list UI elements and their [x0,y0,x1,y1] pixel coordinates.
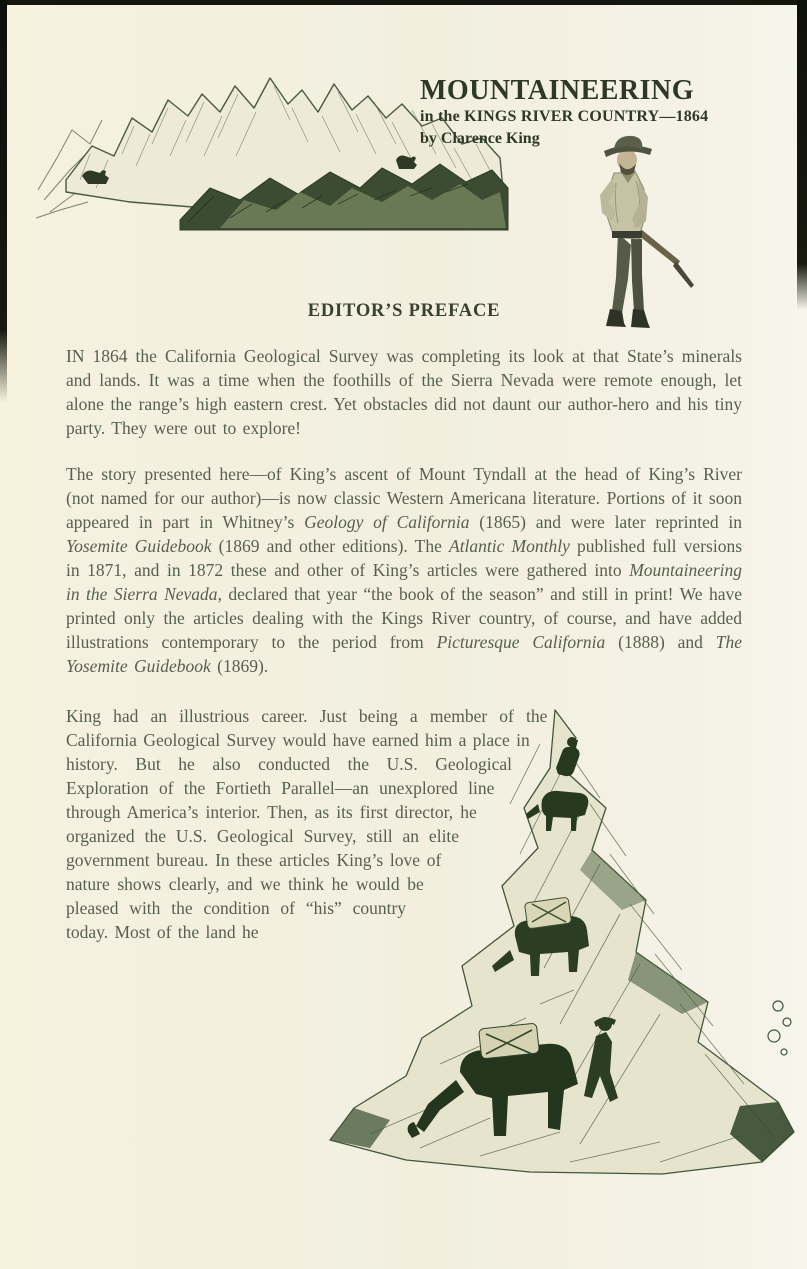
scan-edge-right [797,0,807,310]
paragraph-with-illustration [66,704,800,944]
book-subtitle: in the KINGS RIVER COUNTRY—1864 [420,108,709,126]
scan-edge-top [0,0,807,5]
book-byline: by Clarence King [420,130,540,148]
paragraph: King had an illustrious career. Just being a member of the California Geological Survey would have earned him a place in history. But he also conducted the U.S. Geological Exploration of the Fortieth Parallel—an unexplored line through America’s interior. Then, as its first director, he organized the U.S. Geological Survey, still an elite government bureau. In these articles King’s love of nature shows clearly, and we think he would be pleased with the condition of “his” country today. Most of the land he [66,706,548,942]
preface-heading: EDITOR’S PREFACE [307,301,501,321]
preface-text [66,344,742,1182]
book-title: MOUNTAINEERING [420,75,695,106]
paragraph: The story presented here—of King’s ascent of Mount Tyndall at the head of King’s River (not named for our author)—is now classic Western Americana literature. Portions of it soon appeared in part in Whitney’s Geology of California (1865) and were later reprinted in Yosemite Guidebook (1869 and other editions). The Atlantic Monthly published full versions in 1871, and in 1872 these and other of King’s articles were gathered into Mountaineering in the Sierra Nevada, declared that year “the book of the season” and still in print! We have printed only the articles dealing with the Kings River country, of course, and have added illustrations contemporary to the period from Picturesque California (1888) and The Yosemite Guidebook (1869). [66,464,743,676]
scan-edge-left [0,0,7,402]
paragraph: IN 1864 the California Geological Survey was completing its look at that State’s minerals and lands. It was a time when the foothills of the Sierra Nevada were remote enough, let alone the range’s high eastern crest. Yet obstacles did not daunt our author-hero and his tiny party. They were out to explore! [66,346,742,438]
